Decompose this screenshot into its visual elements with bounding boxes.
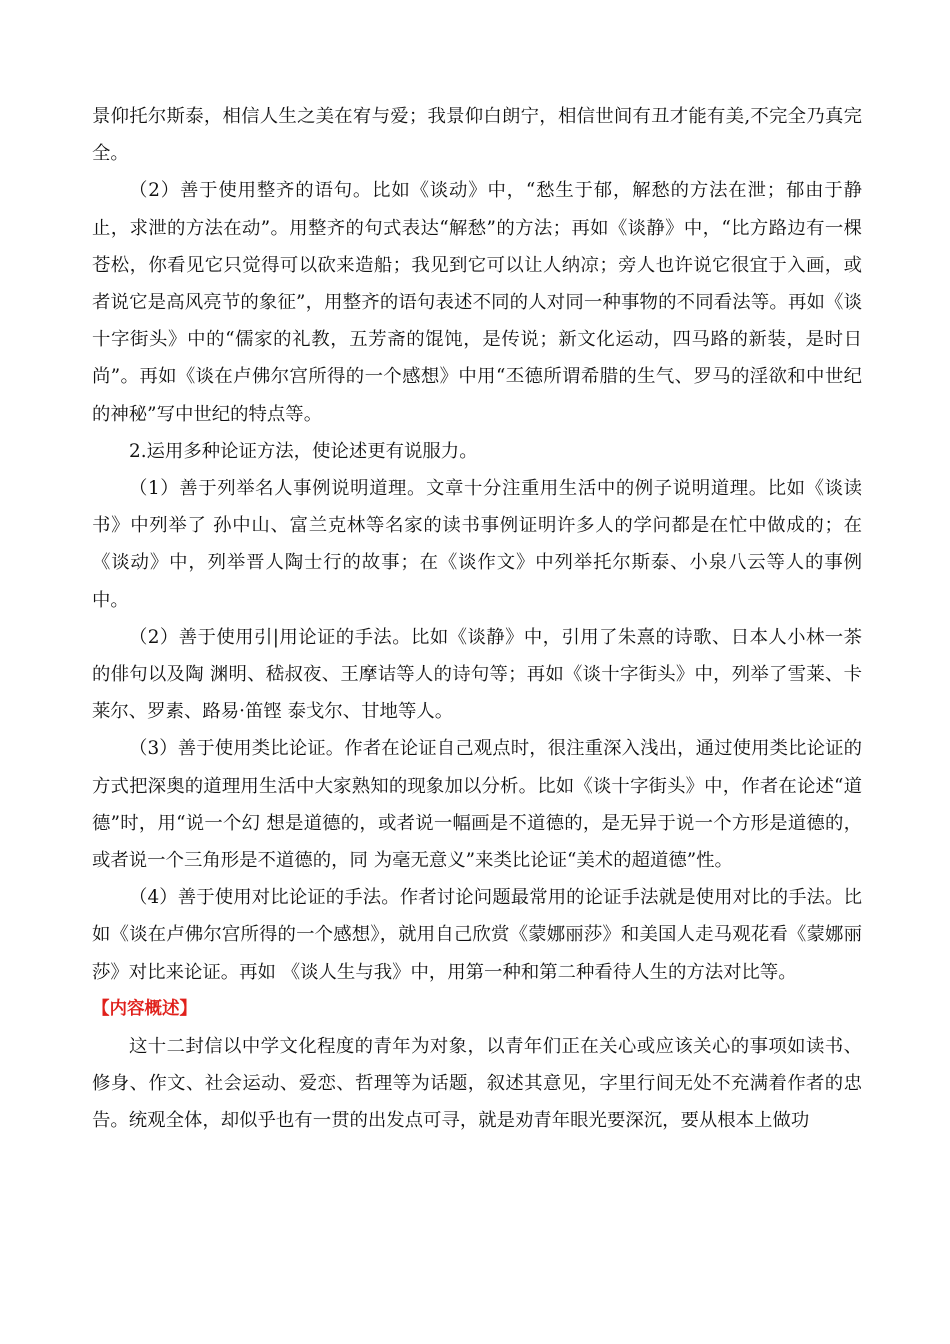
- paragraph-quotation-argument: （2）善于使用引|用论证的手法。比如《谈静》中，引用了朱熹的诗歌、日本人小林一茶的俳句以及陶 渊明、嵇叔夜、王摩诘等人的诗句等；再如《谈十字街头》中，列举了雪莱、卡莱尔、罗素、路易·笛铿 泰戈尔、甘地等人。: [92, 626, 862, 723]
- document-body: [92, 98, 862, 1140]
- paragraph-analogy-argument: （3）善于使用类比论证。作者在论证自己观点时，很注重深入浅出，通过使用类比论证的方式把深奥的道理用生活中大家熟知的现象加以分析。比如《谈十字街头》中，作者在论述“道德”时，用“说一个幻 想是道德的，或者说一幅画是不道德的，是无异于说一个方形是道德的，或者说一个三角形是不道德的，同 为毫无意义”来类比论证“美术的超道德”性。: [92, 738, 862, 872]
- section-heading: 【内容概述】: [92, 998, 197, 1019]
- paragraph-neat-sentences: （2）善于使用整齐的语句。比如《谈动》中，“愁生于郁，解愁的方法在泄；郁由于静止，求泄的方法在动”。用整齐的句式表达“解愁”的方法；再如《谈静》中，“比方路边有一棵苍松，你看见它只觉得可以砍来造船；我见到它可以让人纳凉；旁人也许说它很宜于入画，或者说它是高风亮节的象征”，用整齐的语句表述不同的人对同一种事物的不同看法等。再如《谈十字街头》中的“儒家的礼教，五芳斋的馄饨，是传说；新文化运动，四马路的新装，是时日尚”。再如《谈在卢佛尔宫所得的一个感想》中用“丕德所谓希腊的生气、罗马的淫欲和中世纪的神秘”写中世纪的特点等。: [92, 180, 862, 425]
- paragraph-continuation: 景仰托尔斯泰，相信人生之美在宥与爱；我景仰白朗宁，相信世间有丑才能有美,不完全乃真完全。: [92, 106, 862, 165]
- paragraph-argument-methods: 2.运用多种论证方法，使论述更有说服力。: [129, 440, 478, 462]
- paragraph-summary: 这十二封信以中学文化程度的青年为对象，以青年们正在关心或应该关心的事项如读书、修身、作文、社会运动、爱恋、哲理等为话题，叙述其意见，字里行间无处不充满着作者的忠告。统观全体，却似乎也有一贯的出发点可寻，就是劝青年眼光要深沉，要从根本上做功: [92, 1036, 862, 1132]
- paragraph-contrast-argument: （4）善于使用对比论证的手法。作者讨论问题最常用的论证手法就是使用对比的手法。比如《谈在卢佛尔宫所得的一个感想》，就用自己欣赏《蒙娜丽莎》和美国人走马观花看《蒙娜丽莎》对比来论证。再如 《谈人生与我》中，用第一种和第二种看待人生的方法对比等。: [92, 887, 862, 983]
- paragraph-famous-examples: （1）善于列举名人事例说明道理。文章十分注重用生活中的例子说明道理。比如《谈读书》中列举了 孙中山、富兰克林等名家的读书事例证明许多人的学问都是在忙中做成的；在《谈动》中，列举晋人陶士行的故事；在《谈作文》中列举托尔斯泰、小泉八云等人的事例中。: [92, 478, 862, 611]
